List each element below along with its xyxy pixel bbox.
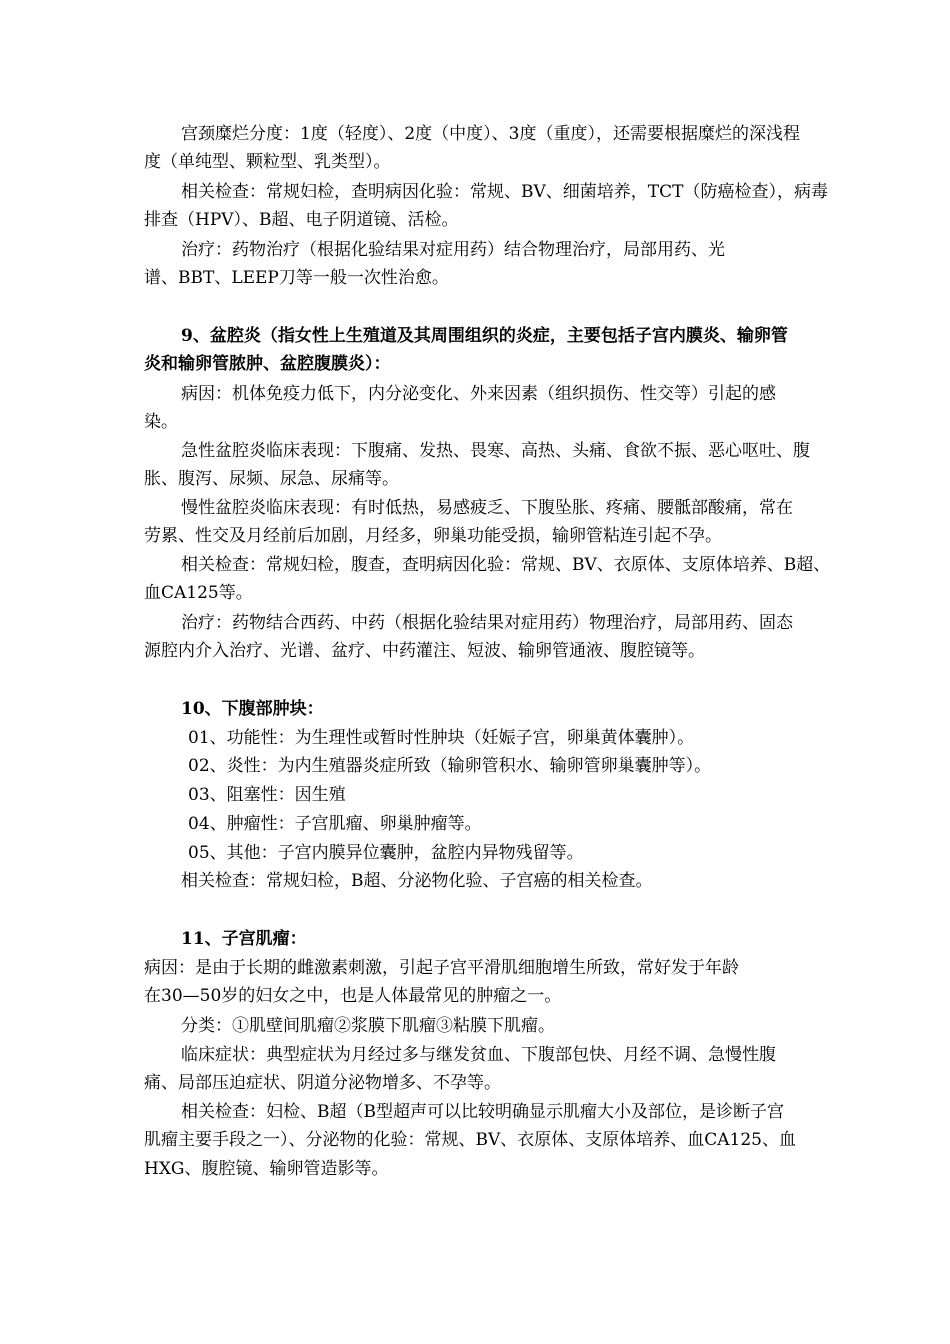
- text-line: 染。: [144, 412, 178, 432]
- list-item: 03、阻塞性：因生殖: [188, 785, 346, 805]
- text-line: 谱、BBT、LEEP刀等一般一次性治愈。: [144, 268, 449, 288]
- text-line: 治疗：药物结合西药、中药（根据化验结果对症用药）物理治疗，局部用药、固态: [181, 613, 793, 633]
- text-line: 病因：是由于长期的雌激素刺激，引起子宫平滑肌细胞增生所致，常好发于年龄: [144, 958, 739, 978]
- text-line: 相关检查：常规妇检，腹查，查明病因化验：常规、BV、衣原体、支原体培养、B超、: [181, 555, 831, 575]
- text-line: HXG、腹腔镜、输卵管造影等。: [144, 1159, 389, 1179]
- text-line: 相关检查：常规妇检，查明病因化验：常规、BV、细菌培养，TCT（防癌检查），病毒: [181, 182, 828, 202]
- text-line: 劳累、性交及月经前后加剧，月经多，卵巢功能受损，输卵管粘连引起不孕。: [144, 526, 722, 546]
- text-line: 宫颈糜烂分度：1度（轻度）、2度（中度）、3度（重度），还需要根据糜烂的深浅程: [181, 124, 800, 144]
- text-line: 临床症状：典型症状为月经过多与继发贫血、下腹部包快、月经不调、急慢性腹: [181, 1045, 776, 1065]
- text-line: 源腔内介入治疗、光谱、盆疗、中药灌注、短波、输卵管通液、腹腔镜等。: [144, 641, 705, 661]
- text-line: 肌瘤主要手段之一）、分泌物的化验：常规、BV、衣原体、支原体培养、血CA125、血: [144, 1130, 796, 1150]
- text-line: 血CA125等。: [144, 583, 253, 603]
- section-heading: 10、下腹部肿块：: [181, 699, 324, 719]
- text-line: 痛、局部压迫症状、阴道分泌物增多、不孕等。: [144, 1073, 501, 1093]
- text-line: 胀、腹泻、尿频、尿急、尿痛等。: [144, 469, 399, 489]
- section-heading: 炎和输卵管脓肿、盆腔腹膜炎）：: [144, 354, 391, 374]
- text-line: 慢性盆腔炎临床表现：有时低热，易感疲乏、下腹坠胀、疼痛、腰骶部酸痛，常在: [181, 498, 793, 518]
- text-line: 相关检查：常规妇检，B超、分泌物化验、子宫癌的相关检查。: [181, 871, 653, 891]
- list-item: 02、炎性：为内生殖器炎症所致（输卵管积水、输卵管卵巢囊肿等）。: [188, 756, 712, 776]
- list-item: 04、肿瘤性：子宫肌瘤、卵巢肿瘤等。: [188, 814, 482, 834]
- text-line: 度（单纯型、颗粒型、乳类型）。: [144, 152, 391, 172]
- text-line: 在30—50岁的妇女之中，也是人体最常见的肿瘤之一。: [144, 986, 562, 1006]
- text-line: 治疗：药物治疗（根据化验结果对症用药）结合物理治疗，局部用药、光: [181, 240, 725, 260]
- text-line: 排查（HPV）、B超、电子阴道镜、活检。: [144, 210, 459, 230]
- text-line: 病因：机体免疫力低下，内分泌变化、外来因素（组织损伤、性交等）引起的感: [181, 384, 776, 404]
- text-line: 相关检查：妇检、B超（B型超声可以比较明确显示肌瘤大小及部位，是诊断子宫: [181, 1102, 784, 1122]
- list-item: 05、其他：子宫内膜异位囊肿，盆腔内异物残留等。: [188, 843, 584, 863]
- text-line: 分类：①肌壁间肌瘤②浆膜下肌瘤③粘膜下肌瘤。: [181, 1016, 555, 1036]
- list-item: 01、功能性：为生理性或暂时性肿块（妊娠子宫，卵巢黄体囊肿）。: [188, 728, 695, 748]
- text-line: 急性盆腔炎临床表现：下腹痛、发热、畏寒、高热、头痛、食欲不振、恶心呕吐、腹: [181, 441, 810, 461]
- section-heading: 11、子宫肌瘤：: [181, 929, 307, 949]
- section-heading: 9、盆腔炎（指女性上生殖道及其周围组织的炎症，主要包括子宫内膜炎、输卵管: [181, 326, 788, 346]
